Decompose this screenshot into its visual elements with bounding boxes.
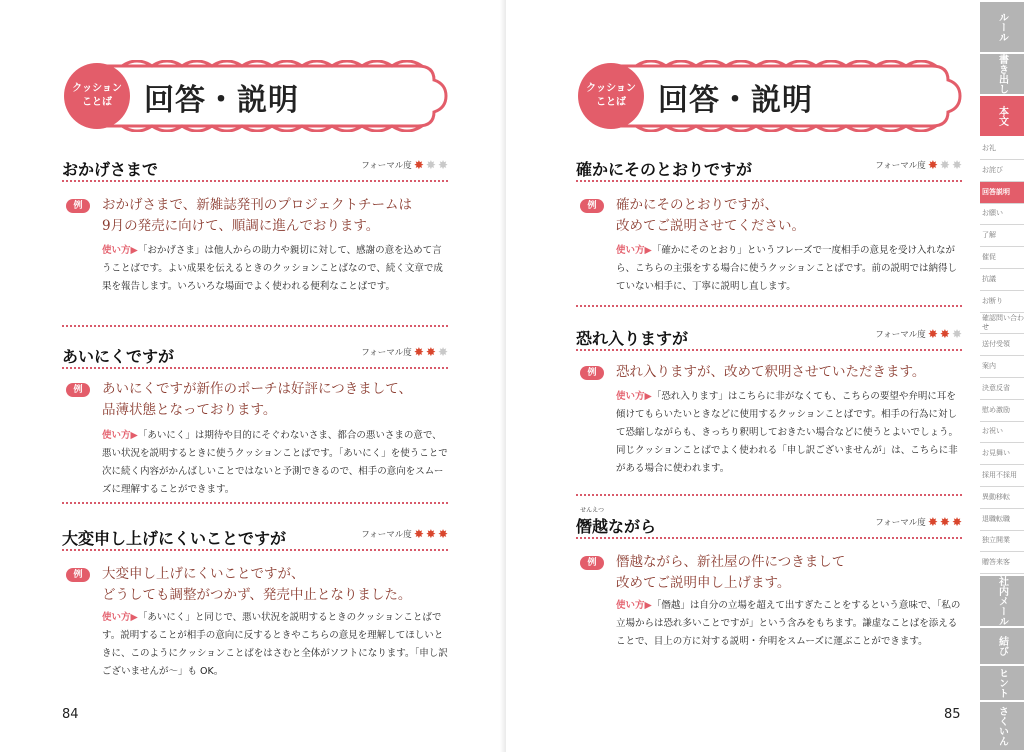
usage-label: 使い方▶ <box>102 245 138 256</box>
formality-star-icon: ✸ <box>939 158 950 172</box>
page-number: 84 <box>62 707 79 722</box>
example-line: 大変申し上げにくいことですが、 <box>102 566 305 582</box>
example-badge: 例 <box>66 199 90 213</box>
example-line: 改めてご説明させてください。 <box>616 218 805 234</box>
example-sentence <box>102 379 448 421</box>
example-badge: 例 <box>66 568 90 582</box>
page-title: 回答・説明 <box>658 83 813 118</box>
phrase-heading: おかげさまで <box>62 160 159 179</box>
dotted-divider <box>62 367 448 369</box>
formality-label: フォーマル度 <box>361 530 412 540</box>
usage-text: 「僭越」は自分の立場を超えて出すぎたことをするという意味で、「私の立場からは恐れ多いことですが」という含みをもちます。謙虚なことばを添えることで、目上の方に対する説明・弁明をスムーズに運ぶことができます。 <box>616 600 961 647</box>
usage-text: 「あいにく」と同じで、悪い状況を説明するときのクッションことばです。説明することが相手の意向に反するときやこちらの意見を理解してほしいときに、このようにクッションことばをはさむと全体がソフトになります。「申し訳ございませんが〜」も OK。 <box>102 612 448 677</box>
formality-star-icon: ✸ <box>413 527 424 541</box>
formality-rating <box>875 328 962 340</box>
example-line: あいにくですが新作のポーチは好評につきまして、 <box>102 381 412 397</box>
usage-label: 使い方▶ <box>616 245 652 256</box>
cushion-word-tag <box>64 63 130 129</box>
formality-rating <box>875 159 962 171</box>
index-subtab[interactable]: 退職転職 <box>980 509 1024 531</box>
example-badge: 例 <box>580 366 604 380</box>
left-page <box>0 0 506 752</box>
index-tab-rules[interactable]: ルール <box>980 2 1024 52</box>
formality-rating <box>875 516 962 528</box>
phrase-section <box>576 326 962 496</box>
formality-star-icon: ✸ <box>437 158 448 172</box>
usage-explanation <box>616 388 962 478</box>
formality-star-icon: ✸ <box>927 327 938 341</box>
index-subtab[interactable]: 案内 <box>980 356 1024 378</box>
example-line: 品薄状態となっております。 <box>102 402 277 418</box>
formality-star-icon: ✸ <box>425 527 436 541</box>
index-subtab[interactable]: お願い <box>980 203 1024 225</box>
phrase-section <box>62 157 448 327</box>
formality-star-icon: ✸ <box>951 158 962 172</box>
formality-star-icon: ✸ <box>927 515 938 529</box>
cushion-word-tag <box>578 63 644 129</box>
index-subtab[interactable]: 贈答来客 <box>980 552 1024 574</box>
index-tab-internal-mail[interactable]: 社内メール <box>980 576 1024 626</box>
index-subtab[interactable]: 送付受領 <box>980 334 1024 356</box>
phrase-section <box>62 526 448 686</box>
page-number: 85 <box>944 707 961 722</box>
ruby-base: 僭越 <box>576 517 609 536</box>
example-sentence <box>616 195 962 237</box>
example-line: 9月の発売に向けて、順調に進んでおります。 <box>102 218 380 234</box>
formality-rating <box>361 528 448 540</box>
section-header-banner <box>62 60 448 132</box>
usage-text: 「あいにく」は期待や目的にそぐわないさま、都合の悪いさまの意で、悪い状況を説明するときに使うクッションことばです。「あいにく」を使うことで次に続く内容がかんばしいことではないと予測できるので、相手の意向をスムーズに理解することができます。 <box>102 430 448 495</box>
phrase-heading: 大変申し上げにくいことですが <box>62 529 287 548</box>
example-line: 恐れ入りますが、改めて釈明させていただきます。 <box>616 364 926 380</box>
index-subtab[interactable]: お礼 <box>980 138 1024 160</box>
index-subtab[interactable]: お見舞い <box>980 443 1024 465</box>
index-subtab[interactable]: 催促 <box>980 247 1024 269</box>
formality-star-icon: ✸ <box>437 527 448 541</box>
index-subtab[interactable]: 抗議 <box>980 269 1024 291</box>
example-badge: 例 <box>580 556 604 570</box>
phrase-heading <box>576 507 657 537</box>
ruby-reading: せんえつ <box>580 507 604 514</box>
tag-line-1: クッション <box>586 83 636 94</box>
index-tab-opening[interactable]: 書き出し <box>980 54 1024 94</box>
example-badge: 例 <box>66 383 90 397</box>
index-subtab[interactable]: お祝い <box>980 421 1024 443</box>
formality-star-icon: ✸ <box>437 345 448 359</box>
example-sentence <box>616 362 962 383</box>
formality-star-icon: ✸ <box>425 345 436 359</box>
index-tab-hints[interactable]: ヒント <box>980 666 1024 700</box>
formality-label: フォーマル度 <box>875 330 926 340</box>
example-line: 僭越ながら、新社屋の件につきまして <box>616 554 846 570</box>
index-tab-body[interactable]: 本文 <box>980 96 1024 136</box>
usage-text: 「恐れ入ります」はこちらに非がなくても、こちらの要望や弁明に耳を傾けてもらいたいときなどに使用するクッションことばです。相手の行為に対して恐縮しながらも、きっちり釈明しておきたい場合などに使うとよいでしょう。同じクッションことばでよく使われる「申し訳ございませんが」は、こちらに非がある場合に使われます。 <box>616 391 959 474</box>
dotted-divider <box>62 549 448 551</box>
index-subtab[interactable]: 異動移転 <box>980 487 1024 509</box>
usage-text: 「おかげさま」は他人からの助力や親切に対して、感謝の意を込めて言うことばです。よい成果を伝えるときのクッションことばなので、続く文章で成果を報告します。いろいろな場面でよく使われる便利なことばです。 <box>102 245 443 292</box>
example-line: おかげさまで、新雑誌発刊のプロジェクトチームは <box>102 197 412 213</box>
tag-line-2: ことば <box>82 97 112 108</box>
formality-star-icon: ✸ <box>413 345 424 359</box>
formality-star-icon: ✸ <box>939 327 950 341</box>
phrase-heading: 恐れ入りますが <box>576 329 689 348</box>
section-header-banner <box>576 60 962 132</box>
index-tab-index[interactable]: さくいん <box>980 702 1024 750</box>
example-sentence <box>616 552 962 594</box>
formality-star-icon: ✸ <box>425 158 436 172</box>
usage-explanation <box>616 597 962 651</box>
phrase-section <box>62 344 448 504</box>
index-subtab[interactable]: 独立開業 <box>980 530 1024 552</box>
usage-label: 使い方▶ <box>102 430 138 441</box>
phrase-ruby <box>576 507 609 537</box>
formality-label: フォーマル度 <box>875 518 926 528</box>
usage-explanation <box>102 609 448 681</box>
usage-label: 使い方▶ <box>616 391 652 402</box>
formality-rating <box>361 346 448 358</box>
tag-line-1: クッション <box>72 83 122 94</box>
dotted-divider <box>576 537 962 539</box>
index-subtab[interactable]: お断り <box>980 291 1024 313</box>
example-line: どうしても調整がつかず、発売中止となりました。 <box>102 587 412 603</box>
index-subtab[interactable]: 採用不採用 <box>980 465 1024 487</box>
formality-label: フォーマル度 <box>361 161 412 171</box>
index-subtab[interactable]: 了解 <box>980 225 1024 247</box>
phrase-heading: 確かにそのとおりですが <box>576 160 753 179</box>
page-title: 回答・説明 <box>144 83 299 118</box>
index-subtab[interactable]: 確認問い合わせ <box>980 312 1024 334</box>
formality-star-icon: ✸ <box>951 327 962 341</box>
usage-explanation <box>102 242 448 296</box>
phrase-rest: ながら <box>608 517 657 536</box>
index-subtab[interactable]: 慰め激励 <box>980 400 1024 422</box>
example-line: 改めてご説明申し上げます。 <box>616 575 791 591</box>
formality-star-icon: ✸ <box>413 158 424 172</box>
index-subtab[interactable]: 決意反省 <box>980 378 1024 400</box>
dotted-divider <box>576 349 962 351</box>
usage-explanation <box>616 242 962 296</box>
index-tab-closing[interactable]: 結び <box>980 628 1024 664</box>
dotted-divider <box>62 180 448 182</box>
example-line: 確かにそのとおりですが、 <box>616 197 778 213</box>
index-subtab[interactable]: お詫び <box>980 160 1024 182</box>
index-subtab[interactable]: 回答説明 <box>980 182 1024 204</box>
usage-explanation <box>102 427 448 499</box>
formality-star-icon: ✸ <box>939 515 950 529</box>
example-sentence <box>102 195 448 237</box>
usage-text: 「確かにそのとおり」というフレーズで一度相手の意見を受け入れながら、こちらの主張をする場合に使うクッションことばです。前の説明では納得していない相手に、丁寧に説明し直します。 <box>616 245 958 292</box>
phrase-section <box>576 507 962 674</box>
dotted-divider <box>62 325 448 327</box>
phrase-heading: あいにくですが <box>62 347 175 366</box>
example-badge: 例 <box>580 199 604 213</box>
dotted-divider <box>576 180 962 182</box>
dotted-divider <box>576 305 962 307</box>
formality-label: フォーマル度 <box>875 161 926 171</box>
formality-rating <box>361 159 448 171</box>
tag-line-2: ことば <box>596 97 626 108</box>
side-index-tabs <box>980 0 1024 752</box>
dotted-divider <box>62 502 448 504</box>
usage-label: 使い方▶ <box>102 612 138 623</box>
example-sentence <box>102 564 448 606</box>
usage-label: 使い方▶ <box>616 600 652 611</box>
formality-star-icon: ✸ <box>951 515 962 529</box>
formality-star-icon: ✸ <box>927 158 938 172</box>
dotted-divider <box>576 494 962 496</box>
right-page <box>506 0 980 752</box>
formality-label: フォーマル度 <box>361 348 412 358</box>
phrase-section <box>576 157 962 307</box>
